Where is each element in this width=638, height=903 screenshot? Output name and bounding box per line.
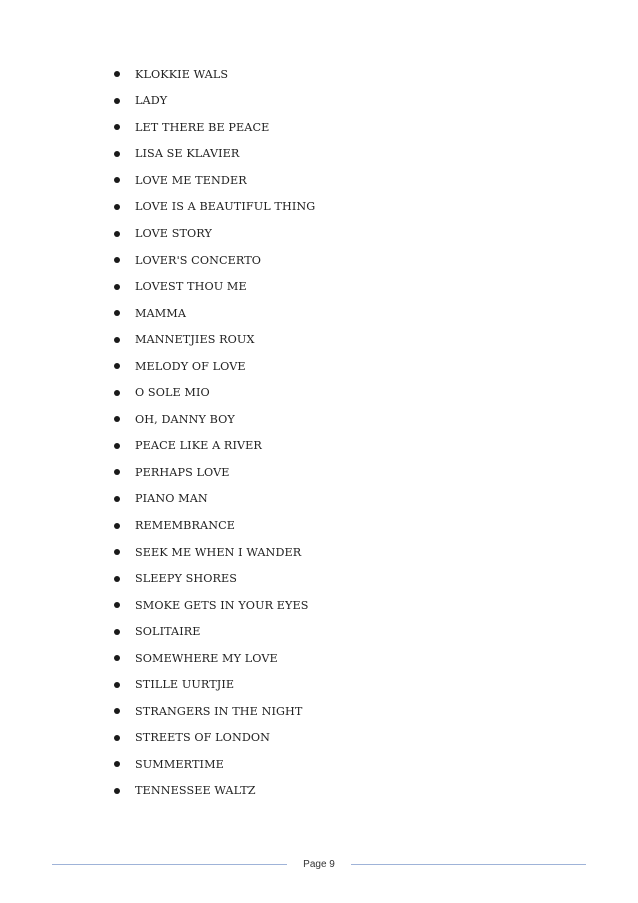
song-title: O SOLE MIO: [135, 386, 210, 400]
footer-divider-left: [52, 864, 287, 865]
list-item: [114, 326, 315, 353]
bullet-icon: [114, 576, 120, 582]
list-item: [114, 725, 315, 752]
bullet-icon: [114, 177, 120, 183]
list-item: [114, 645, 315, 672]
song-title: PIANO MAN: [135, 492, 208, 506]
bullet-icon: [114, 257, 120, 263]
song-title: LOVEST THOU ME: [135, 280, 247, 294]
bullet-icon: [114, 682, 120, 688]
bullet-icon: [114, 602, 120, 608]
song-title: KLOKKIE WALS: [135, 67, 229, 81]
bullet-icon: [114, 284, 120, 290]
song-title: SOLITAIRE: [135, 625, 201, 639]
song-title: LOVER'S CONCERTO: [135, 253, 262, 267]
song-title: MELODY OF LOVE: [135, 359, 246, 373]
bullet-icon: [114, 761, 120, 767]
bullet-icon: [114, 363, 120, 369]
song-title: LISA SE KLAVIER: [135, 147, 240, 161]
list-item: [114, 751, 315, 778]
list-item: [114, 61, 315, 88]
list-item: [114, 300, 315, 327]
song-title: STILLE UURTJIE: [135, 678, 235, 692]
list-item: [114, 114, 315, 141]
list-item: [114, 539, 315, 566]
bullet-icon: [114, 708, 120, 714]
list-item: [114, 433, 315, 460]
bullet-icon: [114, 98, 120, 104]
song-title: SUMMERTIME: [135, 757, 224, 771]
song-title: MAMMA: [135, 306, 187, 320]
bullet-icon: [114, 71, 120, 77]
song-title: PERHAPS LOVE: [135, 465, 230, 479]
footer-divider-right: [351, 864, 586, 865]
song-title: LOVE IS A BEAUTIFUL THING: [135, 200, 316, 214]
list-item: [114, 273, 315, 300]
bullet-icon: [114, 496, 120, 502]
song-list: [114, 61, 315, 804]
bullet-icon: [114, 337, 120, 343]
bullet-icon: [114, 231, 120, 237]
bullet-icon: [114, 788, 120, 794]
song-title: REMEMBRANCE: [135, 518, 236, 532]
bullet-icon: [114, 655, 120, 661]
song-title: STRANGERS IN THE NIGHT: [135, 704, 303, 718]
bullet-icon: [114, 416, 120, 422]
bullet-icon: [114, 310, 120, 316]
list-item: [114, 512, 315, 539]
list-item: [114, 167, 315, 194]
page-number: Page 9: [303, 858, 335, 870]
bullet-icon: [114, 390, 120, 396]
song-title: OH, DANNY BOY: [135, 412, 235, 426]
song-title: LOVE ME TENDER: [135, 173, 247, 187]
bullet-icon: [114, 124, 120, 130]
bullet-icon: [114, 629, 120, 635]
list-item: [114, 592, 315, 619]
song-title: LADY: [135, 94, 168, 108]
list-item: [114, 618, 315, 645]
bullet-icon: [114, 443, 120, 449]
list-item: [114, 486, 315, 513]
list-item: [114, 698, 315, 725]
bullet-icon: [114, 549, 120, 555]
song-title: SLEEPY SHORES: [135, 572, 238, 586]
bullet-icon: [114, 151, 120, 157]
list-item: [114, 353, 315, 380]
song-title: MANNETJIES ROUX: [135, 333, 255, 347]
song-title: PEACE LIKE A RIVER: [135, 439, 262, 453]
list-item: [114, 459, 315, 486]
bullet-icon: [114, 523, 120, 529]
song-title: SOMEWHERE MY LOVE: [135, 651, 278, 665]
song-title: LET THERE BE PEACE: [135, 120, 270, 134]
bullet-icon: [114, 735, 120, 741]
bullet-icon: [114, 469, 120, 475]
song-title: SMOKE GETS IN YOUR EYES: [135, 598, 309, 612]
song-title: LOVE STORY: [135, 226, 212, 240]
list-item: [114, 672, 315, 699]
list-item: [114, 141, 315, 168]
list-item: [114, 220, 315, 247]
page-footer: [52, 856, 586, 872]
bullet-icon: [114, 204, 120, 210]
list-item: [114, 406, 315, 433]
list-item: [114, 565, 315, 592]
list-item: [114, 194, 315, 221]
song-title: TENNESSEE WALTZ: [135, 784, 256, 798]
list-item: [114, 247, 315, 274]
song-title: STREETS OF LONDON: [135, 731, 271, 745]
list-item: [114, 380, 315, 407]
list-item: [114, 778, 315, 805]
list-item: [114, 88, 315, 115]
song-title: SEEK ME WHEN I WANDER: [135, 545, 302, 559]
